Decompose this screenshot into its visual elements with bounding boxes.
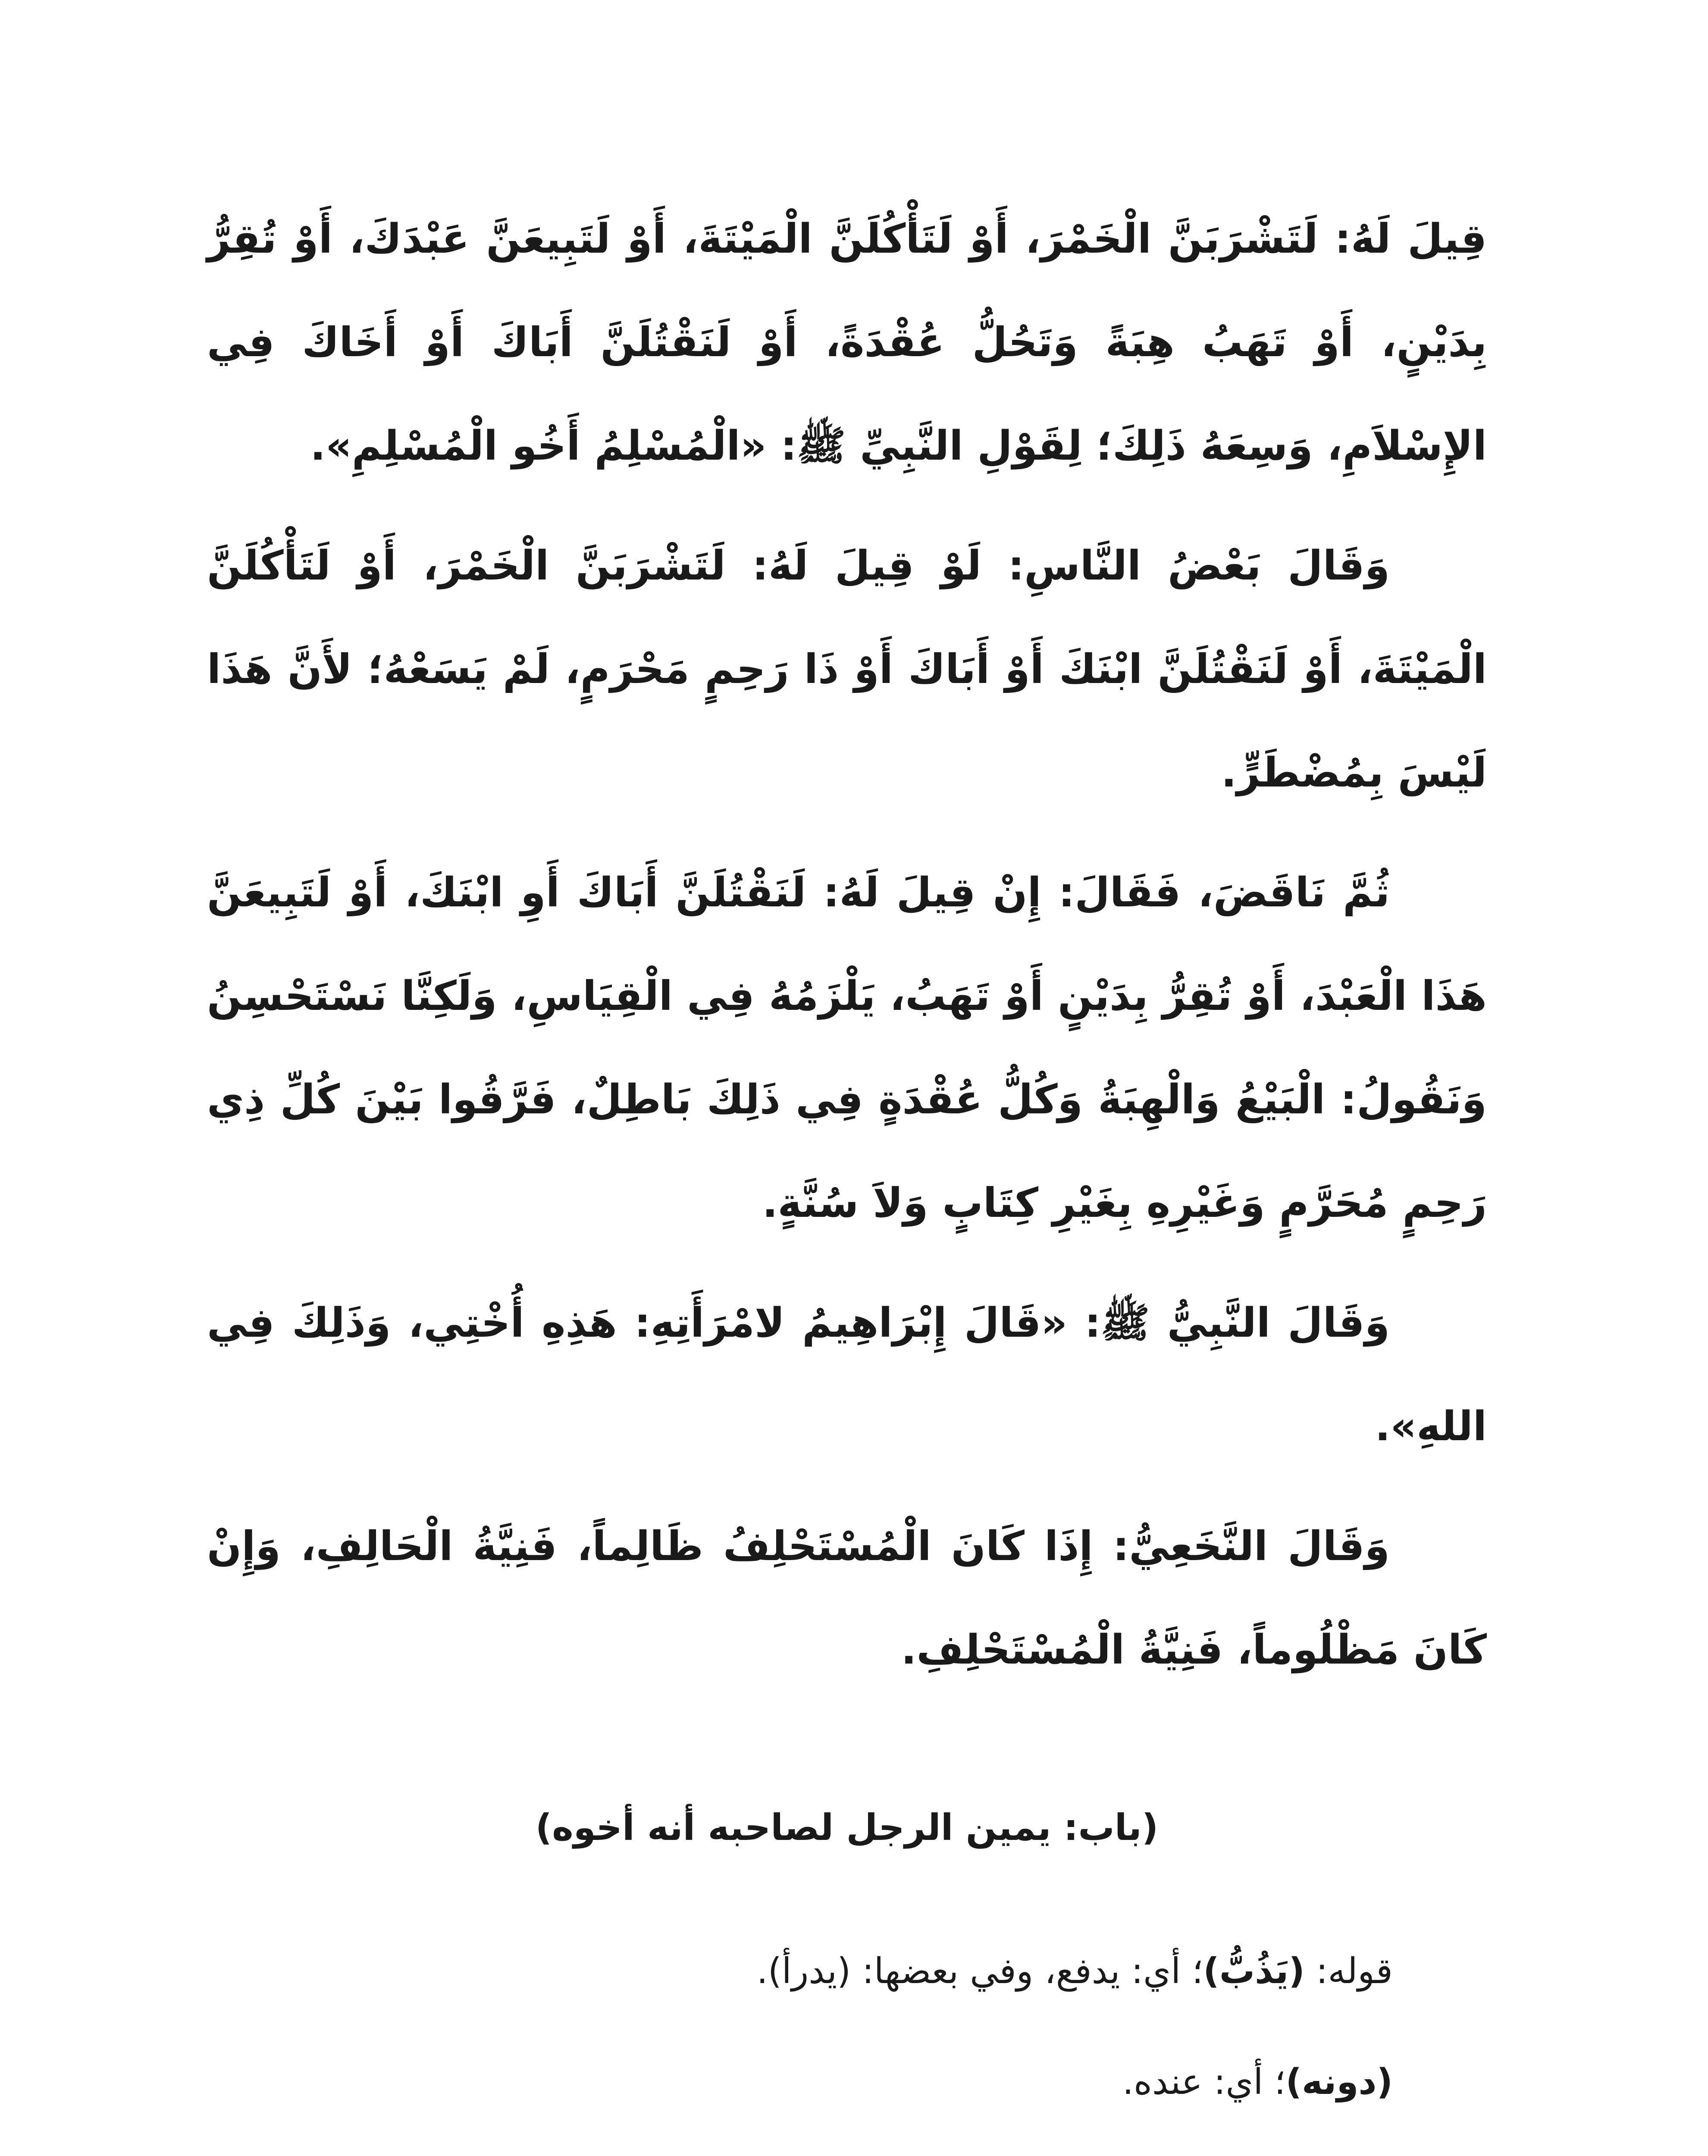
note-term: (دونه) <box>1285 2062 1393 2103</box>
note-line <box>207 1916 1393 2027</box>
paragraph <box>207 1272 1487 1479</box>
section-heading: (باب: يمين الرجل لصاحبه أنه أخوه) <box>535 1806 1159 1849</box>
text-line: هَذَا الْعَبْدَ، أَوْ تُقِرُّ بِدَيْنٍ أَوْ تَهَبُ، يَلْزَمُهُ فِي الْقِيَاسِ، وَلَكِنَّا نَسْتَحْسِنُ <box>207 973 1487 1020</box>
note-line <box>207 2137 1393 2156</box>
text-line: قِيلَ لَهُ: لَتَشْرَبَنَّ الْخَمْرَ، أَوْ لَتَأْكُلَنَّ الْمَيْتَةَ، أَوْ لَتَبِيعَنَّ عَبْدَكَ، أَوْ تُقِرُّ <box>207 216 1487 263</box>
note-text: ؛ أي: عنده. <box>1122 2062 1286 2103</box>
paragraph <box>207 514 1487 825</box>
note-term: (يَذُبُّ) <box>1203 1951 1305 1992</box>
text-line: لَيْسَ بِمُضْطَرٍّ. <box>1221 749 1487 796</box>
text-line: وَقَالَ النَّبِيُّ ﷺ: «قَالَ إِبْرَاهِيمُ لامْرَأَتِهِ: هَذِهِ أُخْتِي، وَذَلِكَ فِي <box>207 1300 1390 1347</box>
paragraph <box>207 188 1487 498</box>
paragraph <box>207 1495 1487 1702</box>
text-line: رَحِمٍ مُحَرَّمٍ وَغَيْرِهِ بِغَيْرِ كِتَابٍ وَلاَ سُنَّةٍ. <box>762 1180 1487 1227</box>
paragraph <box>207 841 1487 1255</box>
note-line <box>207 2027 1393 2137</box>
main-text <box>207 188 1487 1702</box>
text-line: ثُمَّ نَاقَضَ، فَقَالَ: إِنْ قِيلَ لَهُ: لَنَقْتُلَنَّ أَبَاكَ أَوِ ابْنَكَ، أَوْ لَتَبِيعَنَّ <box>207 869 1390 916</box>
text-line: كَانَ مَظْلُوماً، فَنِيَّةُ الْمُسْتَحْلِفِ. <box>901 1626 1487 1673</box>
notes <box>207 1916 1393 2156</box>
note-prefix: قوله: <box>1304 1951 1393 1992</box>
text-line: وَقَالَ النَّخَعِيُّ: إِذَا كَانَ الْمُسْتَحْلِفُ ظَالِماً، فَنِيَّةُ الْحَالِفِ، وَإِنْ <box>207 1523 1390 1570</box>
text-line: بِدَيْنٍ، أَوْ تَهَبُ هِبَةً وَتَحُلُّ عُقْدَةً، أَوْ لَنَقْتُلَنَّ أَبَاكَ أَوْ أَخَاكَ فِي <box>207 319 1487 366</box>
text-line: وَنَقُولُ: الْبَيْعُ وَالْهِبَةُ وَكُلُّ عُقْدَةٍ فِي ذَلِكَ بَاطِلٌ، فَرَّقُوا بَيْنَ كُلِّ ذِي <box>207 1076 1487 1123</box>
text-line: الإِسْلاَمِ، وَسِعَهُ ذَلِكَ؛ لِقَوْلِ النَّبِيِّ ﷺ: «الْمُسْلِمُ أَخُو الْمُسْلِمِ». <box>310 423 1487 470</box>
text-line: اللهِ». <box>1375 1403 1487 1450</box>
note-text: ؛ أي: يدفع، وفي بعضها: (يدرأ). <box>756 1951 1203 1992</box>
text-line: وَقَالَ بَعْضُ النَّاسِ: لَوْ قِيلَ لَهُ: لَتَشْرَبَنَّ الْخَمْرَ، أَوْ لَتَأْكُلَنَّ <box>207 542 1390 589</box>
text-line: الْمَيْتَةَ، أَوْ لَنَقْتُلَنَّ ابْنَكَ أَوْ أَبَاكَ أَوْ ذَا رَحِمٍ مَحْرَمٍ، لَمْ يَسَعْهُ؛ لأَنَّ هَذَا <box>207 646 1487 693</box>
